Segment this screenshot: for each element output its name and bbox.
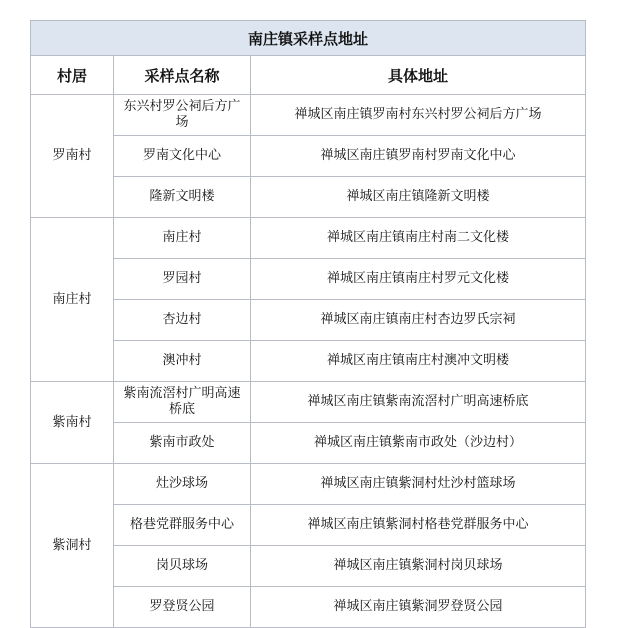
table-row <box>31 546 586 587</box>
address-cell: 禅城区南庄镇紫洞村灶沙村篮球场 <box>251 464 586 505</box>
table-row <box>31 177 586 218</box>
address-cell: 禅城区南庄镇隆新文明楼 <box>251 177 586 218</box>
table-row <box>31 341 586 382</box>
site-name-cell: 紫南市政处 <box>114 423 251 464</box>
address-cell: 禅城区南庄镇紫洞村格巷党群服务中心 <box>251 505 586 546</box>
address-cell: 禅城区南庄镇罗南村罗南文化中心 <box>251 136 586 177</box>
table-row <box>31 423 586 464</box>
site-name-cell: 杏边村 <box>114 300 251 341</box>
village-cell: 南庄村 <box>31 218 114 382</box>
header-village: 村居 <box>31 56 114 95</box>
table-row <box>31 382 586 423</box>
table-row <box>31 259 586 300</box>
site-name-cell: 灶沙球场 <box>114 464 251 505</box>
address-cell: 禅城区南庄镇南庄村罗元文化楼 <box>251 259 586 300</box>
table-title-row <box>31 21 586 56</box>
address-cell: 禅城区南庄镇罗南村东兴村罗公祠后方广场 <box>251 95 586 136</box>
table-row <box>31 300 586 341</box>
village-cell: 罗南村 <box>31 95 114 218</box>
site-name-cell: 南庄村 <box>114 218 251 259</box>
header-address: 具体地址 <box>251 56 586 95</box>
site-name-cell: 罗登贤公园 <box>114 587 251 628</box>
site-name-cell: 东兴村罗公祠后方广场 <box>114 95 251 136</box>
address-cell: 禅城区南庄镇南庄村南二文化楼 <box>251 218 586 259</box>
address-cell: 禅城区南庄镇紫洞村岗贝球场 <box>251 546 586 587</box>
site-name-cell: 罗南文化中心 <box>114 136 251 177</box>
sampling-points-table <box>30 20 586 628</box>
site-name-cell: 澳冲村 <box>114 341 251 382</box>
address-cell: 禅城区南庄镇南庄村杏边罗氏宗祠 <box>251 300 586 341</box>
header-site-name: 采样点名称 <box>114 56 251 95</box>
table-row <box>31 95 586 136</box>
table-header-row <box>31 56 586 95</box>
table-row <box>31 464 586 505</box>
table-title: 南庄镇采样点地址 <box>31 21 586 56</box>
table-row <box>31 587 586 628</box>
site-name-cell: 罗园村 <box>114 259 251 300</box>
village-cell: 紫南村 <box>31 382 114 464</box>
site-name-cell: 格巷党群服务中心 <box>114 505 251 546</box>
site-name-cell: 紫南流滘村广明高速桥底 <box>114 382 251 423</box>
site-name-cell: 岗贝球场 <box>114 546 251 587</box>
address-cell: 禅城区南庄镇紫南市政处（沙边村） <box>251 423 586 464</box>
site-name-cell: 隆新文明楼 <box>114 177 251 218</box>
address-cell: 禅城区南庄镇紫洞罗登贤公园 <box>251 587 586 628</box>
address-cell: 禅城区南庄镇紫南流滘村广明高速桥底 <box>251 382 586 423</box>
table-row <box>31 218 586 259</box>
table-row <box>31 505 586 546</box>
table-row <box>31 136 586 177</box>
village-cell: 紫洞村 <box>31 464 114 628</box>
address-cell: 禅城区南庄镇南庄村澳冲文明楼 <box>251 341 586 382</box>
